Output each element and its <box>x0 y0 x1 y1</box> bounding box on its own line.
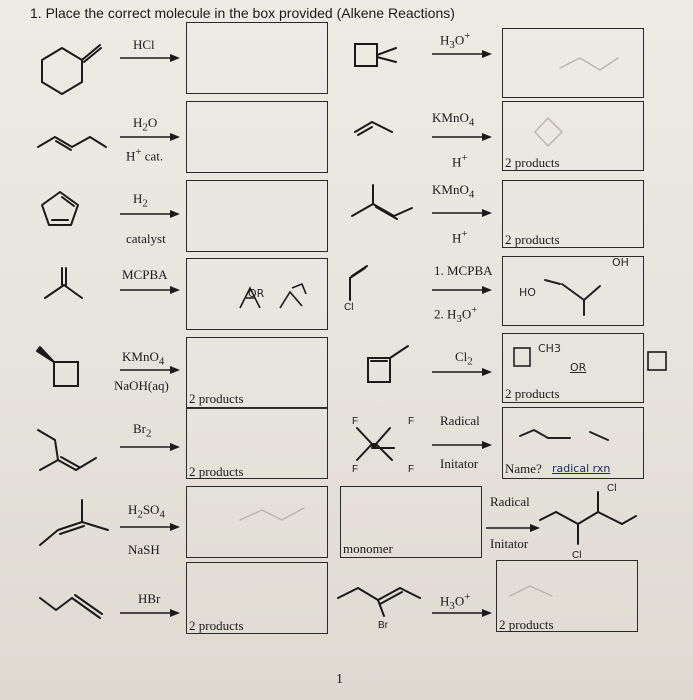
arrow-right-6 <box>432 441 492 449</box>
right-box8-text: 2 products <box>499 617 554 632</box>
atom-cl-middle: Cl <box>344 302 354 313</box>
answer-box-left-1[interactable] <box>186 22 328 94</box>
reagent-row2-top: $H_2O$ <box>133 115 158 134</box>
reagent-row2-bottom: H+ cat. <box>126 146 164 164</box>
right-box2-text: 2 products <box>505 155 560 170</box>
handwritten-oh: OH <box>612 256 629 269</box>
reagent-row4-top: MCPBA <box>122 267 168 282</box>
arrow-left-7 <box>120 523 180 531</box>
right-box3-text: 2 products <box>505 232 560 247</box>
right-box6-name-label: Name? <box>505 461 542 476</box>
reagent-right-row2-bottom: H+ <box>452 152 468 170</box>
arrow-right-2 <box>432 133 492 141</box>
left-box5-text: 2 products <box>189 391 244 406</box>
reagent-row5-bottom: NaOH(aq) <box>114 378 169 393</box>
monomer-label: monomer <box>343 541 393 556</box>
reagent-row6-top: $Br_2$ <box>133 421 152 440</box>
arrow-left-6 <box>120 443 180 451</box>
reagent-row1-top: HCl <box>133 37 155 52</box>
reagent-right-row4-bottom: 2. $H_3O^+$ <box>434 304 478 325</box>
reagent-right-row3-top: KMnO$_4$ <box>432 182 475 201</box>
handwritten-name-answer: radical rxn <box>552 462 611 475</box>
handwritten-epoxide-sketch <box>232 278 322 318</box>
reagent-right-row1-top: $H_3O^+$ <box>440 30 471 51</box>
reagent-row5-top: KMnO$_4$ <box>122 349 165 368</box>
atom-br: Br <box>378 620 388 631</box>
right-box5-text: 2 products <box>505 386 560 401</box>
left-box8-text: 2 products <box>189 618 244 633</box>
reagent-row8-top: HBr <box>138 591 161 606</box>
reagent-right-row7-top: Radical <box>490 494 530 509</box>
atom-f-1: F <box>352 416 359 427</box>
atom-f-4: F <box>408 464 415 475</box>
handwritten-or-right: OR <box>570 361 587 374</box>
reagent-right-row5-top: $Cl_2$ <box>455 349 473 368</box>
arrow-right-3 <box>432 209 492 217</box>
arrow-right-1 <box>432 50 492 58</box>
arrow-right-7 <box>486 524 540 532</box>
handwritten-ho: HO <box>519 286 536 299</box>
reagent-row7-bottom: NaSH <box>128 542 160 557</box>
left-box6-text: 2 products <box>189 464 244 479</box>
reagent-right-row3-bottom: H+ <box>452 228 468 246</box>
atom-f-2: F <box>408 416 415 427</box>
answer-box-left-2[interactable] <box>186 101 328 173</box>
arrow-left-2 <box>120 133 180 141</box>
reagent-row3-top: $H_2$ <box>133 191 148 210</box>
arrow-right-4 <box>432 286 492 294</box>
reagent-row3-bottom: catalyst <box>126 231 166 246</box>
arrow-right-5 <box>432 368 492 376</box>
reagent-right-row7-bottom: Initator <box>490 536 529 551</box>
arrow-left-1 <box>120 54 180 62</box>
reagent-right-row2-top: KMnO$_4$ <box>432 110 475 129</box>
handwritten-or: OR <box>248 287 265 300</box>
arrow-left-4 <box>120 286 180 294</box>
answer-box-left-7[interactable] <box>186 486 328 558</box>
atom-f-3: F <box>352 464 359 475</box>
reagent-right-row6-top: Radical <box>440 413 480 428</box>
atom-cl-right-top: Cl <box>607 483 617 494</box>
page-number: 1 <box>336 672 343 687</box>
answer-box-left-3[interactable] <box>186 180 328 252</box>
arrow-left-3 <box>120 210 180 218</box>
reagent-right-row6-bottom: Initator <box>440 456 479 471</box>
handwritten-ch3: CH3 <box>538 342 561 355</box>
question-heading: 1. Place the correct molecule in the box provided (Alkene Reactions) <box>30 5 455 21</box>
reagent-right-row4-top: 1. MCPBA <box>434 263 493 278</box>
arrow-left-8 <box>120 609 180 617</box>
reagent-row7-top: $H_2SO_4$ <box>128 502 165 521</box>
atom-cl-right-bottom: Cl <box>572 550 582 561</box>
answer-box-right-1[interactable] <box>502 28 644 98</box>
reagent-right-row8-top: $H_3O^+$ <box>440 591 471 612</box>
